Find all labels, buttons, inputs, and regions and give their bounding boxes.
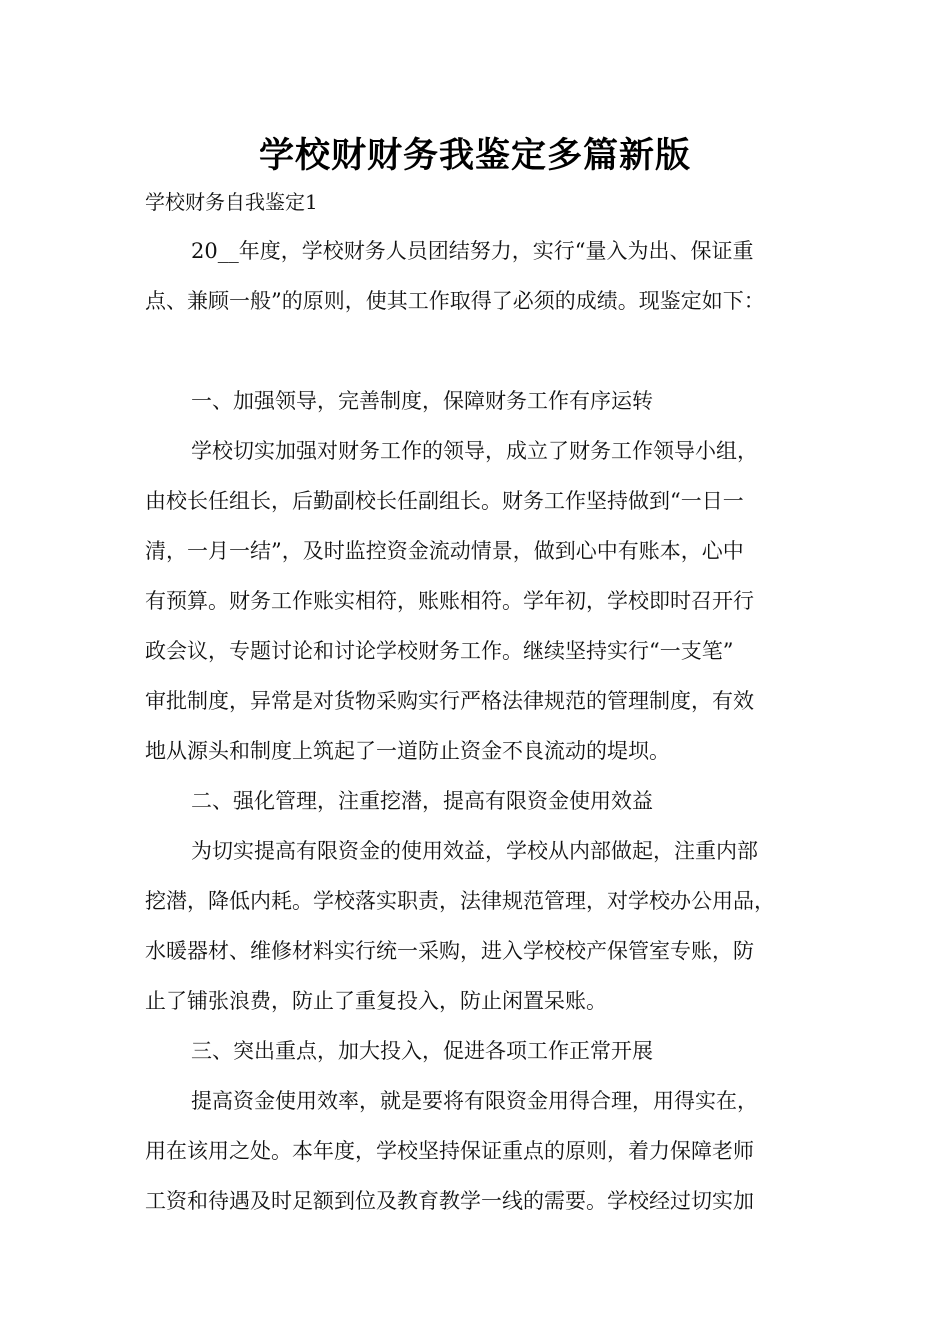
document-title: 学校财财务我鉴定多篇新版 <box>258 136 691 176</box>
paragraph-line: 点、兼顾一般”的原则，使其工作取得了必须的成绩。现鉴定如下： <box>145 289 765 313</box>
paragraph-line: 地从源头和制度上筑起了一道防止资金不良流动的堤坝。 <box>145 739 670 763</box>
paragraph-line: 提高资金使用效率，就是要将有限资金用得合理，用得实在， <box>191 1089 758 1113</box>
section-heading: 三、突出重点，加大投入，促进各项工作正常开展 <box>191 1039 653 1063</box>
section-heading: 二、强化管理，注重挖潜，提高有限资金使用效益 <box>191 789 653 813</box>
paragraph-line: 审批制度，异常是对货物采购实行严格法律规范的管理制度，有效 <box>145 689 754 713</box>
paragraph-line: 清，一月一结”，及时监控资金流动情景，做到心中有账本，心中 <box>145 539 744 563</box>
paragraph-line: 学校切实加强对财务工作的领导，成立了财务工作领导小组， <box>191 439 758 463</box>
paragraph-line: 止了铺张浪费，防止了重复投入，防止闲置呆账。 <box>145 989 607 1013</box>
paragraph-line: 工资和待遇及时足额到位及教育教学一线的需要。学校经过切实加 <box>145 1189 754 1213</box>
paragraph-line: 挖潜，降低内耗。学校落实职责，法律规范管理，对学校办公用品， <box>145 889 775 913</box>
paragraph-line: 为切实提高有限资金的使用效益，学校从内部做起，注重内部 <box>191 839 758 863</box>
section-subtitle: 学校财务自我鉴定1 <box>145 190 318 214</box>
section-heading: 一、加强领导，完善制度，保障财务工作有序运转 <box>191 389 653 413</box>
paragraph-line: 用在该用之处。本年度，学校坚持保证重点的原则，着力保障老师 <box>145 1139 754 1163</box>
paragraph-line: 20__年度，学校财务人员团结努力，实行“量入为出、保证重 <box>191 239 754 263</box>
paragraph-line: 政会议，专题讨论和讨论学校财务工作。继续坚持实行“一支笔” <box>145 639 734 663</box>
paragraph-line: 水暖器材、维修材料实行统一采购，进入学校校产保管室专账，防 <box>145 939 754 963</box>
paragraph-line: 由校长任组长，后勤副校长任副组长。财务工作坚持做到“一日一 <box>145 489 744 513</box>
paragraph-line: 有预算。财务工作账实相符，账账相符。学年初，学校即时召开行 <box>145 589 754 613</box>
